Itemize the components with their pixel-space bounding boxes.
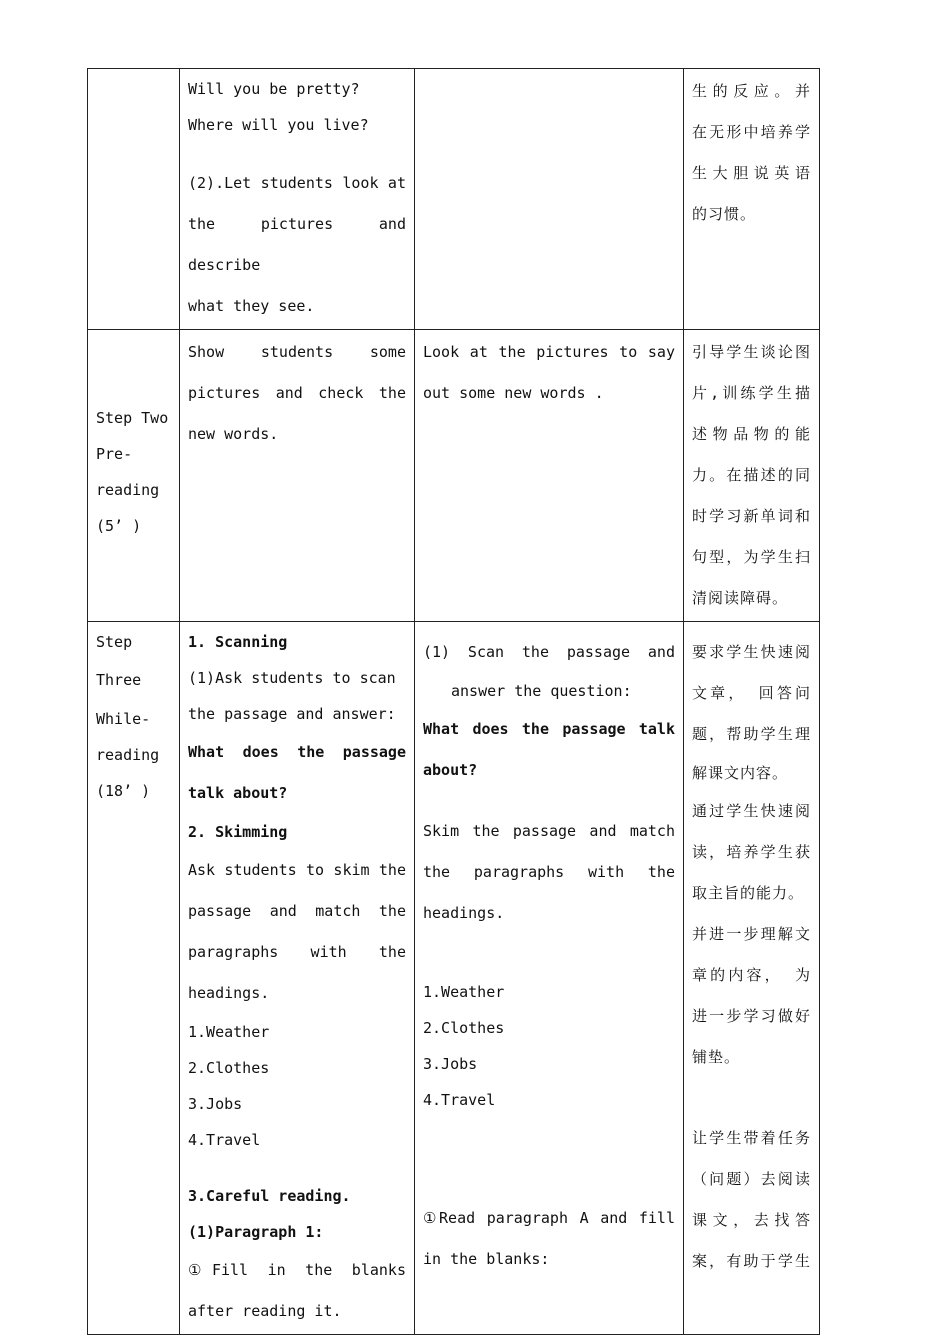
scanning-heading: 1. Scanning [188, 633, 288, 651]
purpose-line: 生大胆说英语 [692, 164, 811, 182]
purpose-line: 引导学生谈论图 [692, 343, 811, 361]
purpose-line: 在无形中培养学 [692, 123, 811, 141]
teacher-line: Ask students to skim the [188, 861, 406, 879]
teacher-line: after reading it. [188, 1302, 342, 1320]
student-line: (1) Scan the passage and [423, 643, 675, 661]
heading-item: 4.Travel [423, 1091, 496, 1109]
teacher-activity-cell [180, 330, 415, 622]
student-line: in the blanks: [423, 1250, 550, 1268]
purpose-line: 的习惯。 [692, 205, 757, 223]
teacher-line: (1)Ask students to scan [188, 669, 396, 687]
teacher-line: the passage and answer: [188, 705, 396, 723]
purpose-line: 时学习新单词和 [692, 507, 811, 525]
student-line: answer the question: [451, 682, 632, 700]
student-line: headings. [423, 904, 505, 922]
purpose-line: 述物品物的能 [692, 425, 811, 443]
lesson-plan-table [87, 68, 820, 1335]
student-question: What does the passage talk [423, 720, 675, 738]
student-activity-cell [415, 69, 684, 330]
teacher-line: paragraphs with the [188, 943, 406, 961]
teacher-activity-cell [180, 69, 415, 330]
teacher-question: What does the passage [188, 743, 406, 761]
student-line: the paragraphs with the [423, 863, 675, 881]
heading-item: 3.Jobs [188, 1095, 243, 1113]
teacher-line: pictures and check the [188, 384, 406, 402]
purpose-line: 清阅读障碍。 [692, 589, 789, 607]
purpose-line: 文章， 回答问 [692, 684, 811, 702]
step-cell [88, 330, 180, 622]
step-label: While- [96, 710, 151, 728]
step-cell [88, 622, 180, 1335]
teacher-line: Where will you live? [188, 116, 369, 134]
student-activity-cell [415, 330, 684, 622]
teacher-line: passage and match the [188, 902, 406, 920]
purpose-line: 进一步学习做好 [692, 1007, 811, 1025]
teacher-activity-cell [180, 622, 415, 1335]
heading-item: 3.Jobs [423, 1055, 478, 1073]
teacher-line: Will you be pretty? [188, 80, 360, 98]
heading-item: 1.Weather [423, 983, 505, 1001]
purpose-line: 案，有助于学生 [692, 1252, 811, 1270]
teacher-line: Show students some [188, 343, 406, 361]
student-line: ①Read paragraph A and fill [423, 1209, 675, 1227]
student-question: about? [423, 761, 478, 779]
step-label: (5’ ) [96, 517, 142, 535]
purpose-line: 句型，为学生扫 [692, 548, 811, 566]
teacher-line: what they see. [188, 297, 315, 315]
heading-item: 4.Travel [188, 1131, 261, 1149]
step-label: reading [96, 481, 160, 499]
purpose-line: 并进一步理解文 [692, 925, 811, 943]
purpose-cell [684, 622, 820, 1335]
purpose-cell [684, 69, 820, 330]
paragraph-heading: (1)Paragraph 1: [188, 1223, 324, 1241]
step-label: Step [96, 633, 133, 651]
teacher-question: talk about? [188, 784, 288, 802]
purpose-line: 解课文内容。 [692, 764, 789, 782]
teacher-line: the pictures and describe [188, 215, 406, 274]
purpose-line: 通过学生快速阅 [692, 802, 811, 820]
step-label: Pre- [96, 445, 133, 463]
purpose-line: 铺垫。 [692, 1048, 741, 1066]
purpose-line: 让学生带着任务 [692, 1129, 811, 1147]
teacher-line: new words. [188, 425, 279, 443]
table-row [88, 69, 820, 330]
step-label: reading [96, 746, 160, 764]
step-cell [88, 69, 180, 330]
table-row [88, 330, 820, 622]
student-line: Look at the pictures to say [423, 343, 675, 361]
heading-item: 2.Clothes [423, 1019, 505, 1037]
student-line: Skim the passage and match [423, 822, 675, 840]
purpose-line: 读，培养学生获 [692, 843, 811, 861]
purpose-cell [684, 330, 820, 622]
purpose-line: 课文，去找答 [692, 1211, 811, 1229]
heading-item: 2.Clothes [188, 1059, 270, 1077]
step-label: Three [96, 671, 142, 689]
purpose-line: 生的反应。并 [692, 82, 811, 100]
skimming-heading: 2. Skimming [188, 823, 288, 841]
student-activity-cell [415, 622, 684, 1335]
heading-item: 1.Weather [188, 1023, 270, 1041]
purpose-line: 题，帮助学生理 [692, 725, 811, 743]
purpose-line: 要求学生快速阅 [692, 643, 811, 661]
careful-reading-heading: 3.Careful reading. [188, 1187, 351, 1205]
step-label: Step Two [96, 409, 169, 427]
step-label: (18’ ) [96, 782, 151, 800]
teacher-line: (2).Let students look at [188, 174, 406, 192]
student-line: out some new words . [423, 384, 604, 402]
teacher-line: headings. [188, 984, 270, 1002]
purpose-line: （问题）去阅读 [692, 1170, 811, 1188]
purpose-line: 力。在描述的同 [692, 466, 811, 484]
table-row [88, 622, 820, 1335]
purpose-line: 取主旨的能力。 [692, 884, 805, 902]
purpose-line: 章的内容， 为 [692, 966, 811, 984]
purpose-line: 片,训练学生描 [692, 384, 811, 402]
teacher-line: ①Fill in the blanks [188, 1261, 406, 1279]
